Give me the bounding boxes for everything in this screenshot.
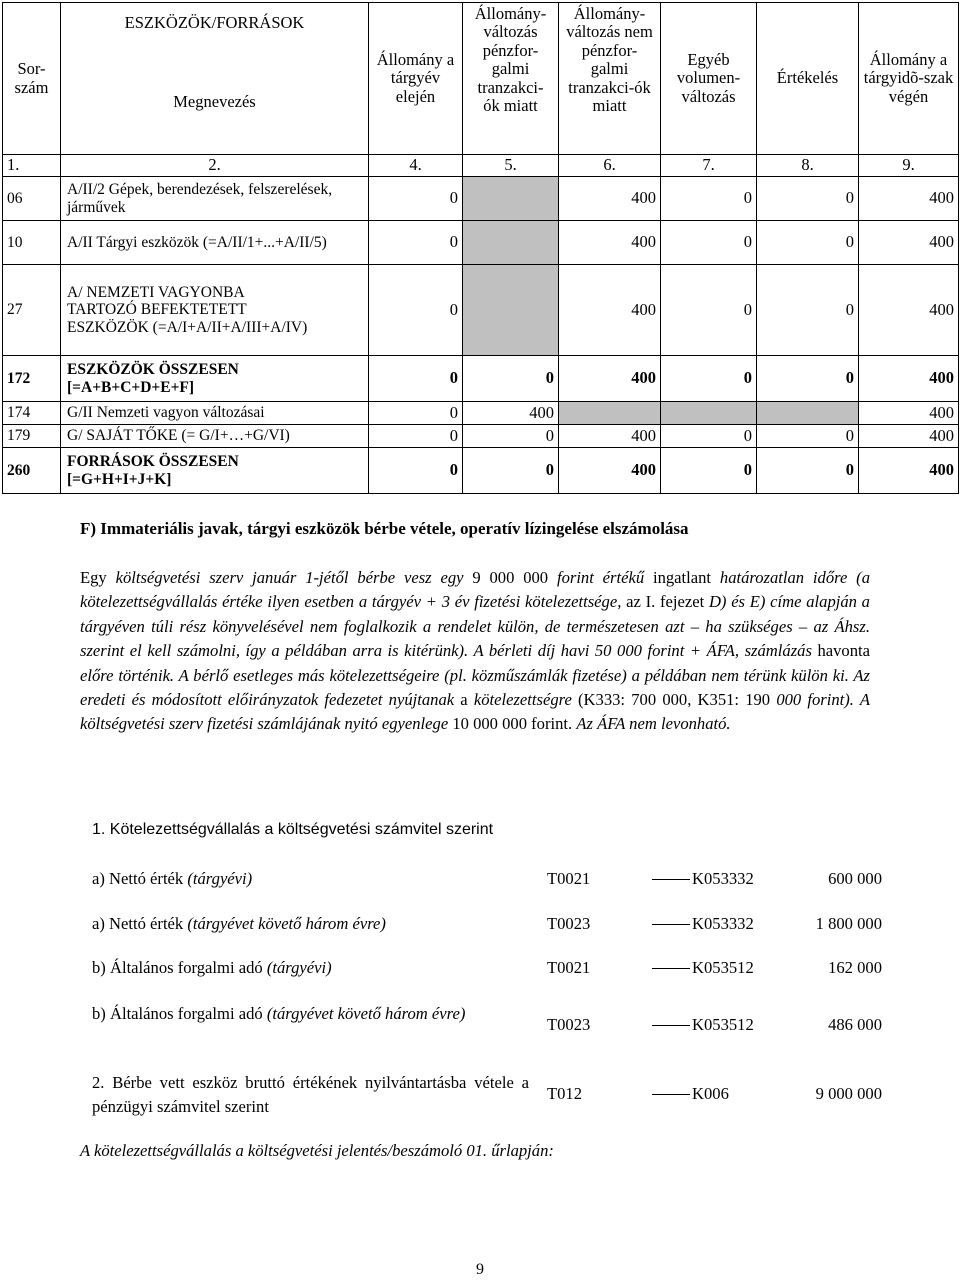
para-part: a — [454, 690, 474, 710]
para-part: határozatlan időre (a kötelezettségvállalás értéke ilyen esetben a tárgyév + 3 év fizetési kötelezettsége, — [80, 568, 871, 612]
example-paragraph — [80, 566, 870, 737]
cell-c4: 0 — [369, 177, 463, 221]
entry-desc-main: b) Általános forgalmi adó — [92, 1004, 267, 1023]
ledger-entry — [92, 1002, 882, 1050]
subsection-title: 1. Kötelezettségvállalás a költségvetési számvitel szerint — [92, 821, 494, 838]
entry-dash — [652, 924, 690, 925]
entry-description — [92, 867, 532, 891]
header-allomany-vege-text: Állomány a tárgyidõ-szak végén — [863, 49, 954, 106]
entry-desc-main: a) Nettó érték — [92, 914, 188, 933]
para-part: 000 forint). A költségvetési szerv fizetési számlájának nyitó egyenlege — [80, 690, 870, 734]
header-allomany-eleje — [369, 3, 463, 155]
cell-c4: 0 — [369, 425, 463, 448]
row-sorszam: 260 — [3, 448, 61, 494]
entry-debit: T0021 — [547, 958, 591, 977]
cell-c6: 400 — [559, 265, 661, 356]
entry-debit: T0021 — [547, 869, 591, 888]
cell-c8: 0 — [757, 177, 859, 221]
cell-c6: 400 — [559, 356, 661, 402]
para-part: előre történik. A bérlő esetleges más kötelezettségeire (pl. közműszámlák fizetése) a példában nem térünk külön ki. Az eredeti és módosított előirányzatok fedezetet nyújtanak — [80, 665, 870, 710]
cell-c6: 400 — [559, 221, 661, 265]
entry-description — [92, 956, 532, 980]
para-part: 10 000 000 forint. — [448, 714, 577, 734]
entry-description — [92, 1071, 529, 1119]
cell-c5: 0 — [463, 356, 559, 402]
table-row — [3, 402, 959, 425]
cell-c7: 0 — [661, 265, 757, 356]
header-allomany-eleje-text: Állomány a tárgyév elején — [376, 49, 455, 106]
entry-desc-main: b) Általános forgalmi adó — [92, 958, 267, 977]
entry-debit: T0023 — [547, 1015, 591, 1034]
entry-amount: 1 800 000 — [815, 914, 882, 933]
para-part: D) és E) címe alapján a tárgyéven túli rész könyvelésével nem foglalkozik a rendelet külön, de természetesen azt – ha szükséges – az Áhsz. szerint el kell számolni, így a példában arra is kitérünk). A bérleti díj havi 50 000 forint + ÁFA, számlázás — [80, 592, 870, 661]
cell-c9: 400 — [859, 356, 959, 402]
cell-c9: 400 — [859, 402, 959, 425]
entry-desc-italic: (tárgyévi) — [266, 958, 332, 977]
colnum-1: 1. — [3, 155, 61, 177]
row-label: A/II Tárgyi eszközök (=A/II/1+...+A/II/5) — [61, 221, 369, 265]
cell-c6: 400 — [559, 448, 661, 494]
entry-desc-italic: (tárgyévet követő három évre) — [266, 1004, 466, 1023]
row-sorszam: 27 — [3, 265, 61, 356]
table-header-row — [3, 3, 959, 155]
column-number-row — [3, 155, 959, 177]
row-sorszam: 172 — [3, 356, 61, 402]
header-pf-tranz-text: Állomány-változás pénzfor-galmi tranzakci-ók miatt — [474, 4, 547, 116]
row-label: A/II/2 Gépek, berendezések, felszerelések, járművek — [61, 177, 369, 221]
row-label: A/ NEMZETI VAGYONBA TARTOZÓ BEFEKTETETT ESZKÖZÖK (=A/I+A/II+A/III+A/IV) — [61, 265, 369, 356]
entry-amount: 9 000 000 — [815, 1084, 882, 1103]
cell-c7: 0 — [661, 425, 757, 448]
footnote-text: A kötelezettségvállalás a költségvetési jelentés/beszámoló 01. űrlapján: — [80, 1141, 554, 1160]
row-sorszam: 10 — [3, 221, 61, 265]
entry-desc-main: 2. Bérbe vett eszköz bruttó értékének nyilvántartásba vétele a pénzügyi számvitel szerint — [92, 1073, 529, 1116]
cell-c5-shaded — [463, 177, 559, 221]
header-ertekeles-text: Értékelés — [776, 68, 839, 88]
page-number: 9 — [476, 1261, 484, 1278]
entry-description — [92, 1002, 527, 1026]
header-allomany-vege — [859, 3, 959, 155]
row-label: G/II Nemzeti vagyon változásai — [61, 402, 369, 425]
balance-table — [2, 2, 959, 494]
cell-c4: 0 — [369, 356, 463, 402]
ledger-entry — [92, 867, 882, 891]
cell-c7-shaded — [661, 402, 757, 425]
ledger-entry — [92, 956, 882, 980]
entry-desc-italic: (tárgyévi) — [187, 869, 253, 888]
cell-c9: 400 — [859, 265, 959, 356]
entry-credit: K053332 — [692, 869, 754, 888]
section-heading: F) Immateriális javak, tárgyi eszközök bérbe vétele, operatív lízingelése elszámolása — [80, 519, 689, 538]
row-label: FORRÁSOK ÖSSZESEN [=G+H+I+J+K] — [61, 448, 369, 494]
entry-desc-italic: (tárgyévet követő három évre) — [187, 914, 386, 933]
header-megnevezes-cell — [61, 3, 369, 155]
table-row — [3, 177, 959, 221]
entry-dash — [652, 1094, 690, 1095]
row-sorszam: 174 — [3, 402, 61, 425]
para-part: Egy — [80, 568, 116, 587]
ledger-entry — [92, 912, 882, 936]
cell-c9: 400 — [859, 177, 959, 221]
cell-c7: 0 — [661, 221, 757, 265]
cell-c4: 0 — [369, 448, 463, 494]
para-part: az I. fejezet — [621, 592, 709, 612]
row-label: G/ SAJÁT TŐKE (= G/I+…+G/VI) — [61, 425, 369, 448]
cell-c9: 400 — [859, 221, 959, 265]
header-megnevezes: Megnevezés — [173, 92, 256, 112]
cell-c4: 0 — [369, 402, 463, 425]
entry-dash — [652, 879, 690, 880]
cell-c8: 0 — [757, 356, 859, 402]
cell-c5-shaded — [463, 221, 559, 265]
row-sorszam: 179 — [3, 425, 61, 448]
colnum-9: 9. — [859, 155, 959, 177]
cell-c7: 0 — [661, 448, 757, 494]
table-row — [3, 356, 959, 402]
entry-debit: T012 — [547, 1084, 583, 1103]
cell-c8: 0 — [757, 265, 859, 356]
entry-amount: 486 000 — [828, 1015, 882, 1034]
cell-c8: 0 — [757, 448, 859, 494]
cell-c7: 0 — [661, 177, 757, 221]
header-sorszam-text: Sor-szám — [14, 59, 49, 97]
header-sorszam — [3, 3, 61, 155]
table-row — [3, 425, 959, 448]
cell-c6: 400 — [559, 177, 661, 221]
header-egyeb — [661, 3, 757, 155]
entry-amount: 600 000 — [828, 869, 882, 888]
cell-c5: 0 — [463, 448, 559, 494]
row-label: ESZKÖZÖK ÖSSZESEN [=A+B+C+D+E+F] — [61, 356, 369, 402]
entry-desc-main: a) Nettó érték — [92, 869, 188, 888]
table-row — [3, 265, 959, 356]
cell-c9: 400 — [859, 425, 959, 448]
header-egyeb-text: Egyéb volumen-változás — [676, 49, 741, 106]
entry-credit: K006 — [692, 1084, 729, 1103]
entry-credit: K053512 — [692, 958, 754, 977]
cell-c8: 0 — [757, 425, 859, 448]
colnum-5: 5. — [463, 155, 559, 177]
para-part: havonta — [811, 641, 870, 661]
para-part: költségvetési szerv január 1-jétől bérbe vesz egy — [115, 568, 464, 587]
cell-c4: 0 — [369, 265, 463, 356]
cell-c9: 400 — [859, 448, 959, 494]
ledger-entry — [92, 1071, 882, 1119]
header-ertekeles — [757, 3, 859, 155]
entry-credit: K053512 — [692, 1015, 754, 1034]
para-part: kötelezettségre — [473, 690, 572, 710]
entry-dash — [652, 968, 690, 969]
header-nem-pf-tranz — [559, 3, 661, 155]
para-part: 9 000 000 — [463, 568, 557, 587]
colnum-7: 7. — [661, 155, 757, 177]
entry-description — [92, 912, 532, 936]
para-part: ingatlant — [644, 568, 720, 587]
cell-c8: 0 — [757, 221, 859, 265]
entry-credit: K053332 — [692, 914, 754, 933]
table-row — [3, 221, 959, 265]
para-part: forint értékű — [556, 568, 645, 587]
entry-amount: 162 000 — [828, 958, 882, 977]
cell-c6: 400 — [559, 425, 661, 448]
colnum-6: 6. — [559, 155, 661, 177]
colnum-2: 2. — [61, 155, 369, 177]
header-nem-pf-tranz-text: Állomány-változás nem pénzfor-galmi tranzakci-ók miatt — [566, 4, 653, 116]
header-pf-tranz — [463, 3, 559, 155]
colnum-4: 4. — [369, 155, 463, 177]
para-part: Az ÁFA nem levonható. — [576, 714, 731, 734]
entry-debit: T0023 — [547, 914, 591, 933]
cell-c4: 0 — [369, 221, 463, 265]
table-row — [3, 448, 959, 494]
colnum-8: 8. — [757, 155, 859, 177]
cell-c5: 0 — [463, 425, 559, 448]
row-sorszam: 06 — [3, 177, 61, 221]
cell-c7: 0 — [661, 356, 757, 402]
para-part: (K333: 700 000, K351: 190 — [571, 690, 777, 710]
cell-c6-shaded — [559, 402, 661, 425]
header-eszkozok: ESZKÖZÖK/FORRÁSOK — [124, 12, 305, 32]
entry-dash — [652, 1025, 690, 1026]
cell-c5-shaded — [463, 265, 559, 356]
cell-c5: 400 — [463, 402, 559, 425]
cell-c8-shaded — [757, 402, 859, 425]
